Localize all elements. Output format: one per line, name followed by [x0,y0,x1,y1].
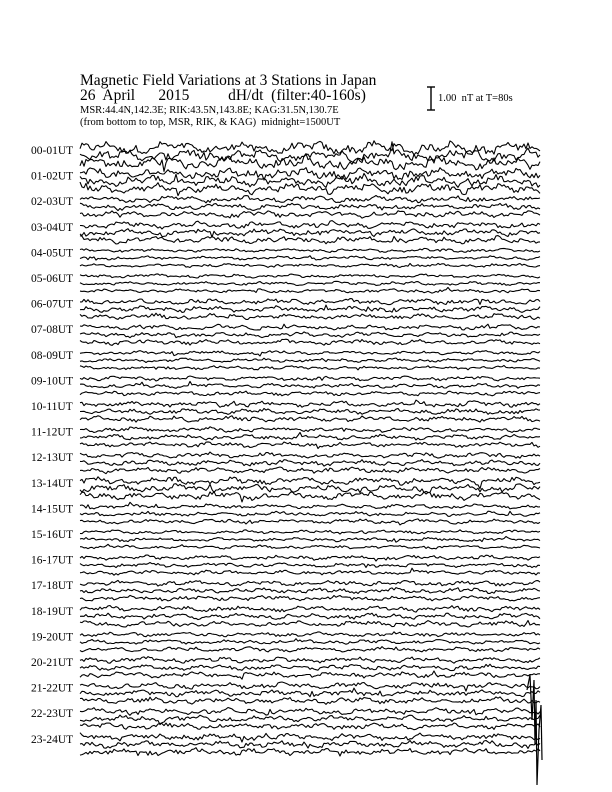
trace-rik [80,281,540,285]
hour-label: 02-03UT [31,196,74,209]
trace-msr [80,313,540,319]
trace-rik [80,432,540,440]
trace-rik [80,688,540,697]
trace-rik [80,588,540,594]
hour-label: 04-05UT [31,247,74,260]
hour-label: 22-23UT [31,708,74,721]
hour-label: 20-21UT [31,657,74,669]
trace-kag [80,427,540,433]
trace-kag [80,351,540,356]
trace-kag [80,555,540,561]
trace-rik [80,203,540,210]
hour-label: 14-15UT [31,503,74,516]
trace-kag [80,502,540,509]
trace-rik [80,460,540,467]
hour-label: 10-11UT [31,401,73,413]
hour-label: 11-12UT [31,426,73,439]
chart-title: Magnetic Field Variations at 3 Stations in Japan [80,72,377,89]
trace-msr [80,211,540,218]
trace-msr [80,568,540,575]
hour-label: 07-08UT [31,324,74,337]
trace-msr [80,697,540,705]
trace-kag [80,708,540,716]
trace-kag [80,400,540,407]
trace-msr [80,391,540,396]
trace-rik [80,639,540,645]
trace-msr [80,236,540,244]
trace-msr [80,748,540,756]
hour-label: 16-17UT [31,554,74,567]
trace-msr [80,287,540,293]
hour-label: 17-18UT [31,580,74,593]
trace-kag [80,221,540,229]
chart-date-line: 26 April 2015 dH/dt (filter:40-160s) [80,87,366,104]
trace-rik [80,664,540,670]
trace-kag [80,606,540,613]
trace-kag [80,141,540,155]
trace-msr [80,671,540,679]
trace-msr [80,723,540,730]
hour-label: 21-22UT [31,682,74,695]
trace-msr [80,416,540,422]
hour-label: 01-02UT [31,170,74,183]
trace-rik [80,715,540,725]
trace-rik [80,332,540,338]
trace-kag [80,657,540,664]
trace-msr [80,442,540,449]
hour-label: 05-06UT [31,273,74,285]
trace-rik [80,741,540,749]
trace-msr [80,491,540,502]
trace-kag [80,324,540,330]
trace-rik [80,358,540,363]
trace-kag [80,248,540,252]
trace-rik [80,537,540,543]
chart-order-line: (from bottom to top, MSR, RIK, & KAG) midnight=1500UT [80,117,341,128]
trace-kag [80,274,540,278]
trace-msr [80,366,540,370]
trace-rik [80,484,540,493]
scale-bar-label: 1.00 nT at T=80s [438,93,513,104]
trace-rik [80,511,540,516]
trace-kag [80,682,540,691]
hour-label: 08-09UT [31,349,74,362]
hour-label: 12-13UT [31,452,74,465]
hour-labels [31,145,73,746]
hour-label: 18-19UT [31,605,74,618]
trace-msr [80,621,540,628]
scale-bar [427,87,435,110]
trace-msr [80,519,540,525]
trace-msr [80,647,540,652]
hour-label: 23-24UT [31,733,74,746]
trace-kag [80,299,540,305]
hour-label: 00-01UT [31,145,74,157]
chart-stations-line: MSR:44.4N,142.3E; RIK:43.5N,143.8E; KAG:31.5N,130.7E [80,105,339,116]
trace-rik [80,229,540,237]
trace-rik [80,563,540,568]
trace-kag [80,580,540,586]
trace-rik [80,408,540,414]
hour-label: 09-10UT [31,375,74,388]
trace-rik [80,381,540,388]
trace-rik [80,613,540,619]
station-traces [80,141,542,785]
trace-rik [80,256,540,260]
trace-kag [80,376,540,381]
trace-kag [80,452,540,458]
trace-msr [80,339,540,345]
trace-rik [80,305,540,312]
trace-msr [80,263,540,267]
hour-label: 03-04UT [31,221,74,234]
trace-msr [80,467,540,474]
trace-msr [80,544,540,549]
hour-label: 19-20UT [31,631,74,644]
trace-kag [80,196,540,203]
hour-label: 15-16UT [31,529,74,541]
trace-kag [80,632,540,637]
hour-label: 13-14UT [31,477,74,490]
hour-label: 06-07UT [31,298,74,311]
trace-kag [80,733,540,742]
trace-kag [80,530,540,534]
trace-msr [80,595,540,601]
